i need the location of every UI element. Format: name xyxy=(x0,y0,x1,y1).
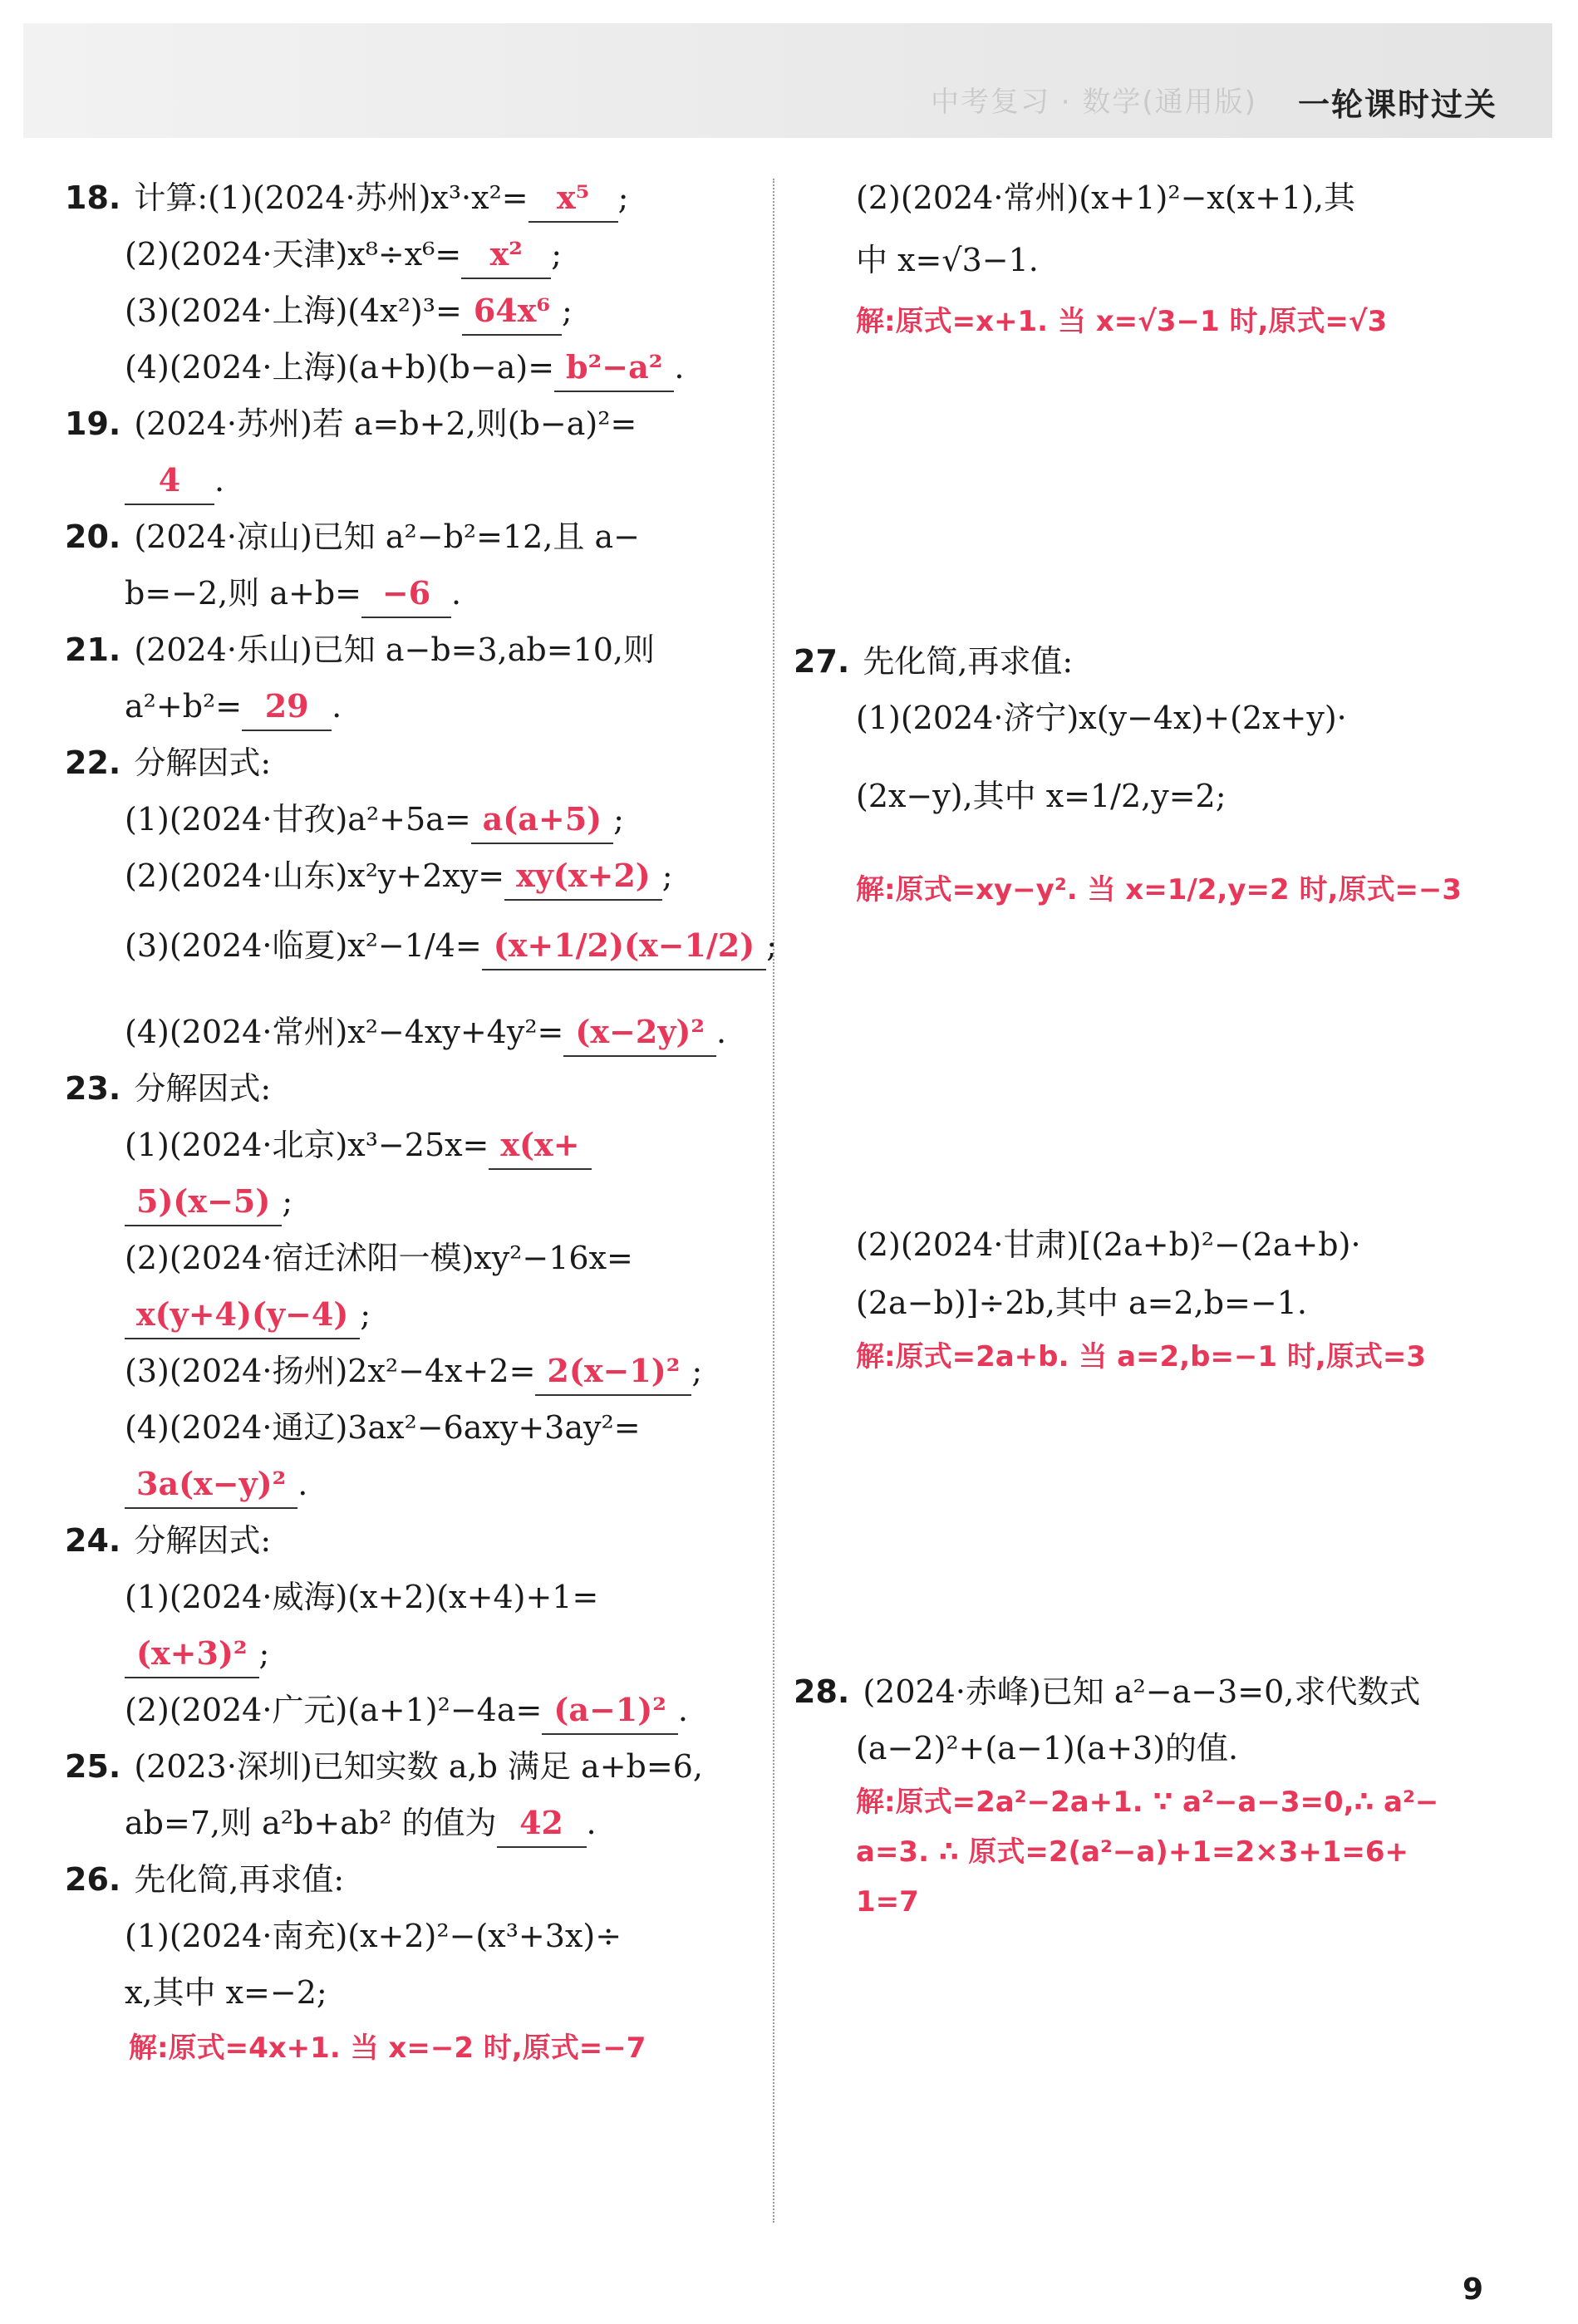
q26-line1: (1)(2024·南充)(x+2)²−(x³+3x)÷ xyxy=(125,1918,622,1954)
q23-line2: (2)(2024·宿迁沭阳一模)xy²−16x= xyxy=(125,1240,633,1276)
q21-line1: 21. (2024·乐山)已知 a−b=3,ab=10,则 xyxy=(65,631,656,668)
q27-line3: (2)(2024·甘肃)[(2a+b)²−(2a+b)· xyxy=(856,1226,1361,1263)
q22-line4: (4)(2024·常州)x²−4xy+4y²= (x−2y)² . xyxy=(125,1009,726,1057)
q24-line1: (1)(2024·威海)(x+2)(x+4)+1= xyxy=(125,1579,599,1615)
q28-line1: 28. (2024·赤峰)已知 a²−a−3=0,求代数式 xyxy=(794,1673,1421,1710)
q26-line4: 中 x=√3−1. xyxy=(856,242,1039,278)
q18-line2: (2)(2024·天津)x⁸÷x⁶= x² ; xyxy=(125,231,562,279)
q23-answer-1b: 5)(x−5) xyxy=(125,1178,282,1226)
q18-line3: (3)(2024·上海)(4x²)³= 64x⁶ ; xyxy=(125,287,573,336)
q25-answer: 42 xyxy=(497,1800,587,1848)
q18-answer-2: x² xyxy=(461,231,551,279)
q23-line3: (3)(2024·扬州)2x²−4x+2= 2(x−1)² ; xyxy=(125,1348,702,1396)
q27-solution-2: 解:原式=2a+b. 当 a=2,b=−1 时,原式=3 xyxy=(856,1340,1426,1373)
q27-line1: (1)(2024·济宁)x(y−4x)+(2x+y)· xyxy=(856,700,1347,736)
q28-solution-1: 解:原式=2a²−2a+1. ∵ a²−a−3=0,∴ a²− xyxy=(856,1786,1439,1819)
q23-line1: (1)(2024·北京)x³−25x= x(x+ xyxy=(125,1122,592,1170)
q21-answer: 29 xyxy=(242,683,332,731)
q26-solution-1: 解:原式=4x+1. 当 x=−2 时,原式=−7 xyxy=(129,2032,646,2065)
q22-line2: (2)(2024·山东)x²y+2xy= xy(x+2) ; xyxy=(125,852,673,901)
q23-answer-1a: x(x+ xyxy=(489,1122,591,1170)
q24-line2: (2)(2024·广元)(a+1)²−4a= (a−1)² . xyxy=(125,1687,688,1735)
q24-title: 24. 分解因式: xyxy=(65,1522,272,1559)
q18-line4: (4)(2024·上海)(a+b)(b−a)= b²−a² . xyxy=(125,344,684,392)
q26-solution-2: 解:原式=x+1. 当 x=√3−1 时,原式=√3 xyxy=(856,305,1388,338)
q22-answer-2: xy(x+2) xyxy=(504,852,662,901)
q27-line4: (2a−b)]÷2b,其中 a=2,b=−1. xyxy=(856,1285,1307,1321)
q23-line4: (4)(2024·通辽)3ax²−6axy+3ay²= xyxy=(125,1409,641,1446)
q27-line2: (2x−y),其中 x=1/2,y=2; xyxy=(856,778,1227,814)
q28-line2: (a−2)²+(a−1)(a+3)的值. xyxy=(856,1730,1239,1766)
q24-answer-2: (a−1)² xyxy=(542,1687,678,1735)
q24-answer-1: (x+3)² xyxy=(125,1630,259,1678)
header-title: 一轮课时过关 xyxy=(1298,86,1498,123)
page-number: 9 xyxy=(1462,2272,1484,2307)
q18-answer-3: 64x⁶ xyxy=(462,287,562,336)
q23-title: 23. 分解因式: xyxy=(65,1070,272,1107)
q20-answer: −6 xyxy=(361,570,451,618)
q18-answer-4: b²−a² xyxy=(554,344,674,392)
q25-line2: ab=7,则 a²b+ab² 的值为 42 . xyxy=(125,1800,597,1848)
column-divider xyxy=(773,179,774,2223)
q27-solution-1: 解:原式=xy−y². 当 x=1/2,y=2 时,原式=−3 xyxy=(856,873,1462,907)
header-faint-text: 中考复习 · 数学(通用版) xyxy=(931,86,1257,119)
q19-answer: 4 xyxy=(125,457,214,505)
q26-title: 26. 先化简,再求值: xyxy=(65,1861,345,1898)
q22-title: 22. 分解因式: xyxy=(65,744,272,781)
q23-line1b: 5)(x−5) ; xyxy=(125,1178,292,1226)
q26-line3: (2)(2024·常州)(x+1)²−x(x+1),其 xyxy=(856,179,1356,216)
q19-line1: 19. (2024·苏州)若 a=b+2,则(b−a)²= xyxy=(65,405,637,442)
q21-line2: a²+b²= 29 . xyxy=(125,683,342,731)
q20-line1: 20. (2024·凉山)已知 a²−b²=12,且 a− xyxy=(65,518,640,555)
q23-answer-2: x(y+4)(y−4) xyxy=(125,1291,360,1339)
q22-answer-4: (x−2y)² xyxy=(563,1009,716,1057)
q22-line3: (3)(2024·临夏)x²−1/4= (x+1/2)(x−1/2) ; xyxy=(125,922,777,970)
q18-answer-1: x⁵ xyxy=(528,174,618,223)
q23-line2b: x(y+4)(y−4) ; xyxy=(125,1291,371,1339)
q23-answer-3: 2(x−1)² xyxy=(535,1348,691,1396)
q26-line2: x,其中 x=−2; xyxy=(125,1974,327,2011)
q22-line1: (1)(2024·甘孜)a²+5a= a(a+5) ; xyxy=(125,796,624,844)
q22-answer-3: (x+1/2)(x−1/2) xyxy=(482,922,766,970)
q24-line1b: (x+3)² ; xyxy=(125,1630,269,1678)
q27-title: 27. 先化简,再求值: xyxy=(794,643,1074,680)
q20-line2: b=−2,则 a+b= −6 . xyxy=(125,570,461,618)
q22-answer-1: a(a+5) xyxy=(471,796,613,844)
q19-line2: 4 . xyxy=(125,457,224,505)
q23-answer-4: 3a(x−y)² xyxy=(125,1461,297,1509)
q23-line4b: 3a(x−y)² . xyxy=(125,1461,307,1509)
q28-solution-2: a=3. ∴ 原式=2(a²−a)+1=2×3+1=6+ xyxy=(856,1835,1409,1869)
q25-line1: 25. (2023·深圳)已知实数 a,b 满足 a+b=6, xyxy=(65,1748,703,1785)
q28-solution-3: 1=7 xyxy=(856,1885,919,1919)
q18-line1: 18. 计算:(1)(2024·苏州)x³·x²= x⁵ ; xyxy=(65,174,628,223)
